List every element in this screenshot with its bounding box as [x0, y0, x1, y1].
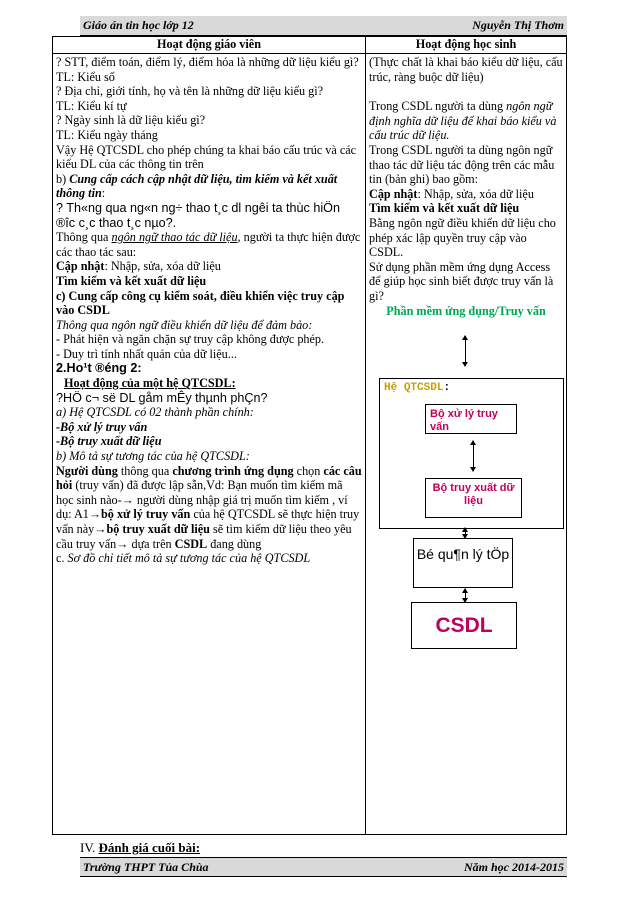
student-line: Tìm kiếm và kết xuất dữ liệu [369, 201, 520, 216]
teacher-line: ? Ngày sinh là dữ liệu kiểu gì? [56, 113, 206, 128]
student-line: (Thực chất là khai báo kiểu dữ liệu, cấu trúc, ràng buộc dữ liệu) [369, 55, 563, 84]
teacher-line: ?HÖ c¬ së DL gåm mÊy thµnh phÇn? [56, 390, 268, 405]
section-title: Đánh giá cuối bài: [98, 840, 201, 855]
data-accessor-box: Bộ truy xuất dữ liệu [425, 478, 522, 518]
teacher-line: - Phát hiện và ngăn chặn sự truy cập không được phép. [56, 332, 325, 347]
arrow-icon: → [88, 507, 102, 522]
text-suffix: : Nhập, sửa, xóa dữ liệu [417, 186, 534, 201]
bold-text: Cập nhật [369, 186, 418, 201]
text: chọn [293, 463, 324, 478]
text-suffix: , người ta thực hiện được các thao tác sau: [56, 230, 361, 259]
student-column-header: Hoạt động học sinh [366, 37, 567, 54]
text: đang dùng [207, 536, 262, 551]
double-arrow-icon [465, 336, 466, 366]
dbms-label [384, 381, 450, 396]
query-processor-box: Bộ xử lý truy vấn [425, 404, 517, 434]
bold-text: chương trình ứng dụng [172, 463, 294, 478]
text-suffix: : [101, 186, 106, 201]
teacher-line: Thông qua ngôn ngữ điều khiển dữ liệu để đảm bảo: [56, 317, 313, 332]
student-line: Trong CSDL người ta dùng ngôn ngữ thao tác dữ liệu tác động trên các mẫu tin (bản ghi) bao gồm: [369, 142, 555, 187]
teacher-column-header: Hoạt động giáo viên [53, 37, 366, 54]
teacher-line [56, 551, 362, 566]
app-layer-label: Phần mềm ứng dụng/Truy vấn [386, 303, 546, 318]
text: của hệ QTCSDL sẽ thực hiện truy vấn này [56, 507, 360, 536]
bold-text: Người dùng [56, 463, 118, 478]
page-footer [80, 857, 567, 877]
teacher-line: ? Th«ng qua ng«n ng÷ thao t¸c dl ngêi ta thùc hiÖn ®îc c¸c thao t¸c nµo?. [56, 200, 340, 230]
teacher-line [56, 259, 362, 274]
teacher-line: - Duy trì tính nhất quán của dữ liệu... [56, 346, 237, 361]
bold-text: Cập nhật [56, 259, 105, 274]
student-activity-cell [366, 54, 567, 835]
text-prefix: Thông qua [56, 230, 112, 245]
bold-italic-text: Cung cấp cách cập nhật dữ liệu, tìm kiếm và kết xuất thông tin [56, 171, 338, 201]
arrow-icon: → [116, 536, 129, 551]
teacher-line: TL: Kiểu kí tự [56, 98, 127, 113]
teacher-line: -Bộ truy xuất dữ liệu [56, 434, 162, 449]
section-iv [80, 840, 200, 855]
dbms-label-colon: : [443, 381, 451, 394]
page-header [80, 16, 567, 36]
activity-title: Hoạt động của một hệ QTCSDL: [64, 376, 236, 391]
teacher-line: b) Mô tả sự tương tác của hệ QTCSDL: [56, 449, 250, 464]
student-line: Sử dụng phần mềm ứng dụng Access để giúp học sinh biết được truy vấn là gì? [369, 259, 554, 303]
teacher-paragraph [56, 464, 362, 552]
bold-text: CSDL [174, 536, 208, 551]
dbms-diagram [369, 304, 563, 674]
underlined-text: ngôn ngữ thao tác dữ liệu [111, 230, 238, 245]
text-suffix: : Nhập, sửa, xóa dữ liệu [104, 259, 221, 274]
italic-text: ngôn ngữ định nghĩa dữ liệu để khai báo kiểu và cấu trúc dữ liệu. [369, 99, 557, 143]
lesson-table [52, 36, 567, 835]
student-line [369, 187, 563, 202]
text: dựa trên [128, 536, 175, 551]
text-prefix: Trong CSDL người ta dùng [369, 99, 507, 114]
activity-heading: 2.Ho¹t ®éng 2: [56, 361, 142, 376]
bold-text: bộ xử lý truy vấn [101, 507, 191, 522]
text-prefix: c. [56, 551, 68, 566]
database-box: CSDL [411, 602, 517, 649]
text: người dùng nhập giá trị muốn tìm kiếm , ví dụ: A1 [56, 492, 348, 522]
arrow-icon: → [121, 492, 134, 507]
double-arrow-icon [473, 441, 474, 471]
text: sẽ tìm kiếm dữ liệu theo yêu cầu truy vấn [56, 522, 352, 551]
dbms-label-text: Hệ QTCSDL [384, 381, 444, 394]
teacher-activity-cell [53, 54, 366, 835]
text: thông qua [117, 463, 173, 478]
text: (truy vấn) đã được lập sẵn,Vd: Bạn muốn tìm kiếm mã học sinh nào- [56, 478, 343, 507]
teacher-line: a) Hệ QTCSDL có 02 thành phần chính: [56, 405, 254, 420]
dbms-box [379, 378, 564, 529]
text-prefix: b) [56, 171, 70, 186]
footer-year: Năm học 2014-2015 [464, 860, 564, 874]
teacher-line: ? Địa chỉ, giới tính, họ và tên là những dữ liệu kiểu gì? [56, 84, 324, 99]
teacher-line [56, 230, 362, 259]
section-number: IV. [80, 840, 99, 855]
arrow-connector-icon [465, 528, 466, 538]
arrow-connector-icon [465, 589, 466, 602]
teacher-line [56, 172, 362, 201]
teacher-line: Vậy Hệ QTCSDL cho phép chúng ta khai báo cấu trúc và các kiểu DL của các thông tin trên [56, 142, 357, 172]
file-manager-box: Bé qu¶n lý tÖp [413, 538, 513, 588]
italic-text: Sơ đồ chỉ tiết mô tả sự tương tác của hệ QTCSDL [67, 551, 311, 566]
teacher-line: c) Cung cấp công cụ kiểm soát, điều khiển việc truy cập vào CSDL [56, 288, 345, 318]
teacher-line: Tìm kiếm và kết xuất dữ liệu [56, 273, 207, 288]
header-author: Nguyễn Thị Thơm [472, 18, 564, 32]
arrow-icon: → [94, 522, 107, 536]
bold-text: bộ truy xuất dữ liệu [106, 522, 210, 536]
bold-text: các câu hỏi [56, 463, 362, 493]
teacher-line: -Bộ xử lý truy vấn [56, 419, 148, 434]
student-line: Bằng ngôn ngữ điều khiển dữ liệu cho phép xác lập quyền truy cập vào CSDL. [369, 215, 556, 260]
student-line [369, 99, 563, 143]
teacher-line: TL: Kiểu số [56, 69, 115, 84]
teacher-line: ? STT, điểm toán, điểm lý, điểm hóa là những dữ liệu kiểu gì? [56, 55, 359, 69]
header-subject: Giáo án tin học lớp 12 [83, 18, 194, 32]
footer-school: Trường THPT Tủa Chùa [83, 860, 209, 874]
teacher-line: TL: Kiểu ngày tháng [56, 127, 158, 142]
